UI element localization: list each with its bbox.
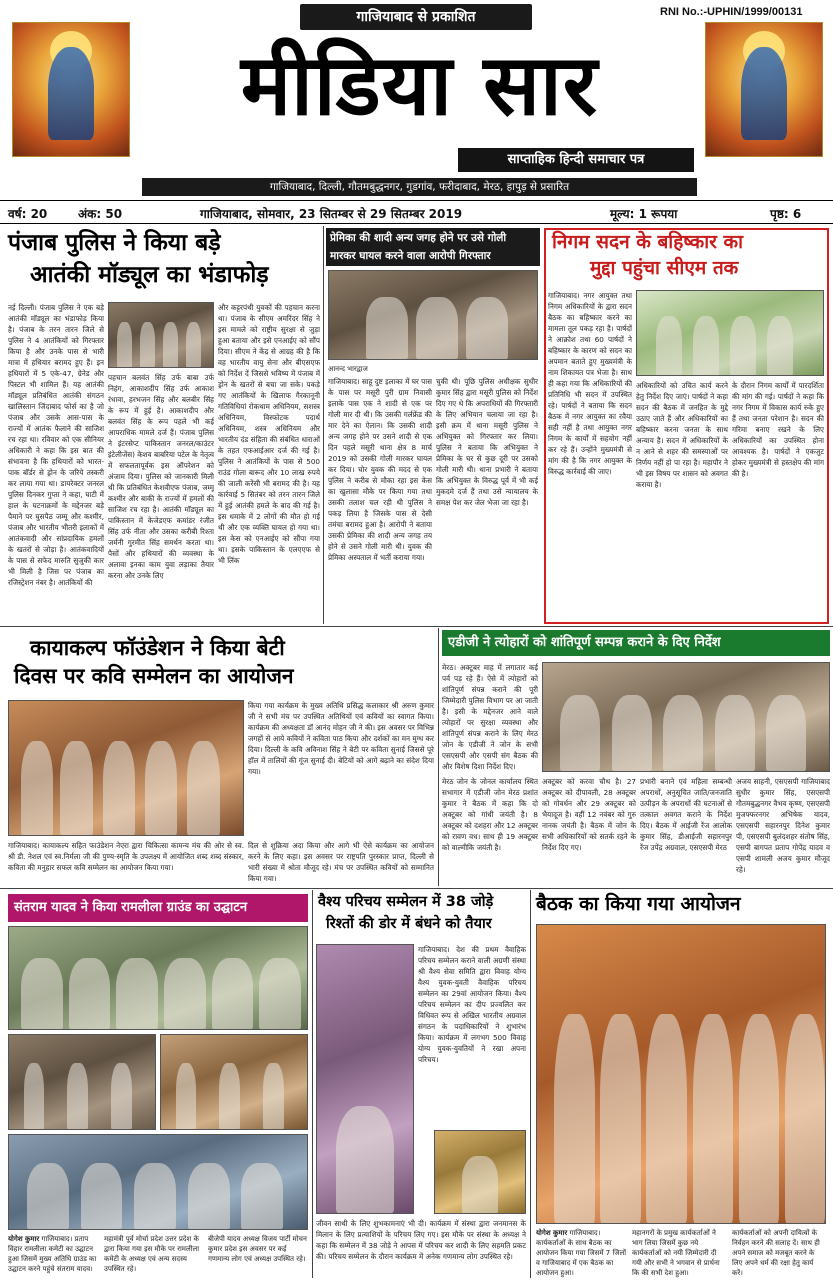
place-date: गाजियाबाद, सोमवार, 23 सितम्बर से 29 सितम्बर 2019 xyxy=(200,207,463,221)
nigam-col-3: के दौरान निगम कार्यों में पारदर्शिता की मांग की गई। पार्षदों ने कहा कि नगर निगम में विकास कार्य रुके हुए हैं तथा जनता परेशान है। सदन की गरिमा बनाए रखने के लिए अधिकारियों का उपस्थित होना आवश्यक है। पार्षदों ने एकजुट होकर मुख्यमंत्री से हस्तक्षेप की मांग की है। xyxy=(732,381,824,478)
punjab-col-1: नई दिल्ली। पंजाब पुलिस ने एक बड़े आतंकी मॉड्यूल का भंडाफोड़ किया है। पंजाब के तरन तारन जिले से पुलिस ने 4 आतंकियों को गिरफ्तार किया है और उनके पास से भारी मात्रा में हथियार बरामद हुए हैं। इन हथियारों में 5 एके-47, ग्रेनेड और पिस्टल भी शामिल हैं। यह आतंकी मॉड्यूल प्रतिबंधित आतंकी संगठन खालिस्तान जिंदाबाद फोर्स का है जो पंजाब और उसके आस-पास के राज्यों में आतंक फैलाने की साजिश रच रहा था। रविवार को एक सीनियर अधिकारी ने कहा कि इस बात की संभावना है कि हथियारों को भारत-पाक बॉर्डर से ड्रोन के जरिये तस्करी कर लाया गया था। डायरेक्टर जनरल पुलिस दिनकर गुप्ता ने कहा, घाटी में हाल के घटनाक्रमों के मद्देनजर बड़े पैमाने पर घुसपैठ जम्मू और कश्मीर, पंजाब और भारतीय भीतरी इलाकों में आतंकवादी और सांप्रदायिक हमलों के खतरों से जोड़ा है। आतंकवादियों के पास से सफेद मारुति सुजुकी कार भी मिली है जिस पर पंजाब का रजिस्ट्रेशन नंबर है। आतंकियों की xyxy=(8,303,104,587)
santram-caption-author: योगेश कुमार xyxy=(8,1235,40,1243)
pages: पृष्ठ: 6 xyxy=(770,207,802,221)
adg-col-3: अक्टूबर को करवा चौथ है। 27 अक्टूबर को दीपावली, 28 अक्टूबर को गोवर्धन और 29 अक्टूबर को भैयादूज है। वहीं 12 नवंबर को गुरु नानक जयंती है। बैठक में जोन के सभी अधिकारियों को सतर्क रहने के निर्देश दिए गए। xyxy=(542,777,636,852)
section-divider xyxy=(0,888,833,889)
santram-photo-2 xyxy=(8,1034,156,1130)
price: मूल्य: 1 रूपया xyxy=(610,207,678,221)
nigam-photo xyxy=(636,290,824,376)
adg-col-4: प्रभारी बनाने एवं महिला सम्बन्धी अपराधों, अनुसूचित जाति/जनजाति उत्पीड़न के अपराधों की घटनाओं से तत्काल अवगत कराने के निर्देश दिए। बैठक में आईजी रेंज आलोक कुमार सिंह, डीआईजी सहारनपुर रेंज उपेंद्र अग्रवाल, एसएसपी मेरठ xyxy=(640,777,732,852)
baithak-caption xyxy=(536,1228,628,1278)
column-divider xyxy=(312,890,313,1278)
tagline: साप्ताहिक हिन्दी समाचार पत्र xyxy=(458,148,694,172)
adg-headline: एडीजी ने त्योहारों को शांतिपूर्ण सम्पन्न कराने के दिए निर्देश xyxy=(442,630,830,656)
punjab-col-3: और कट्टरपंथी युवकों की पहचान करना था। पंजाब के सीएम अमरिंदर सिंह ने इस मामले को राष्ट्रीय सुरक्षा से जुड़ा हुआ बताया और इसे एनआईए को सौंप दिया। सीएम ने केंद्र से आग्रह की है कि वह भारतीय वायु सेना और बीएसएफ को निर्देश दें जिससे भविष्य में पंजाब में ड्रोन के खतरों से बचा जा सके। पकड़े गए आतंकियों के खिलाफ गैरकानूनी गतिविधियां रोकथाम अधिनियम, सशस्त्र अधिनियम, विस्फोटक पदार्थ अधिनियम, शस्त्र अधिनियम और भारतीय दंड संहिता की संबंधित धाराओं के तहत एफआईआर दर्ज की गई है। पुलिस ने आतंकियों के पास से 500 राउंड गोला बारूद और 10 लाख रुपये की जाली करेंसी भी बरामद की है। यह कार्रवाई 5 सितंबर को तरन तारन जिले में हुई आतंकी हमले के बाद की गई है। इस धमाके में 2 लोगों की मौत हो गई थी और एक व्यक्ति घायल हो गया था। इस केस को एनआईए को सौंपा गया था। इसके पाकिस्तान के एलएएफ से भी लिंक xyxy=(218,303,320,565)
punjab-headline-2: आतंकी मॉड्यूल का भंडाफोड़ xyxy=(30,262,269,288)
section-divider xyxy=(0,626,833,627)
lover-headline-box xyxy=(326,228,540,266)
santram-caption-2: महामंत्री पूर्व मोर्चा प्रदेश उत्तर प्रदेश के द्वारा किया गया इस मौके पर रामलीला कमेटी के अध्यक्ष एवं अन्य सदस्य उपस्थित रहे। xyxy=(104,1235,200,1273)
santram-caption-3: बीजेपी यादव अध्यक्ष विजय पार्टी मोचन कुमार प्रदेश इस अवसर पर कई गणमान्य लोग एवं अध्यक्ष उपस्थित रहे। xyxy=(208,1235,307,1263)
adg-col-5: अजय साहनी, एसएसपी गाजियाबाद सुधीर कुमार सिंह, एसएसपी गौतमबुद्धनगर वैभव कृष्ण, एसएसपी मुजफ्फरनगर अभिषेक यादव, एसएसपी सहारनपुर दिनेश कुमार पी, एसएसपी बुलंदशहर संतोष सिंह, एसपी बागपत प्रताप गोपेंद्र यादव व एसपी शामली अजय कुमार मौजूद रहे। xyxy=(736,777,830,874)
santram-photo-4 xyxy=(8,1134,308,1230)
santram-caption-1-text: गाजियाबाद। प्रताप विहार रामलीला कमेटी का उद्घाटन हुआ जिसमें मुख्य अतिथि ग्राउंड का उद्घाटन करने पहुंचे संतराम यादव। xyxy=(8,1235,97,1273)
deity-image-right xyxy=(705,22,823,157)
masthead xyxy=(0,0,833,198)
deity-figure xyxy=(741,47,787,140)
lover-col-2: चुकी थी। पूछि पुलिस अधीक्षक सुधीर कुमार सिंह द्वारा मसूरी पुलिस को निर्देश दिए गए थे कि अपराधियों की गिरफ्तारी के लिए अभियान चलाया जा रहा है। इसी क्रम में थाना मसूरी पुलिस ने अभियुक्त को गिरफ्तार कर लिया। पुलिस ने बताया कि अभियुक्त ने प्रेमिका के घर से कुछ दूरी पर उसको गोली मारी थी। थाना प्रभारी ने बताया कि अभियुक्त के विरुद्ध पूर्व में भी कई मुकदमे दर्ज हैं तथा उसे न्यायालय के समक्ष पेश कर जेल भेजा जा रहा है। xyxy=(436,377,538,507)
vaishya-photo-2 xyxy=(434,1130,526,1214)
nigam-col-2: अधिकारियों को उचित कार्य करने हेतु निर्देश दिए जाएं। पार्षदों ने कहा सदन की बैठक में जनहित के मुद्दे उठाए जाते हैं और अधिकारियों का बहिष्कार करना जनता के साथ अन्याय है। सदन में अधिकारियों के न आने से शहर की समस्याओं पर निर्णय नहीं हो पा रहा है। महापौर ने भी इस विषय पर शासन को अवगत कराया है। xyxy=(636,381,728,489)
baithak-headline: बैठक का किया गया आयोजन xyxy=(536,893,741,915)
baithak-col-3: कार्यकर्ताओं को अपनी दायित्वों के निर्वहन करने की सलाह दें। साथ ही अपने समाज को मजबूत करने के लिए अपने धर्म की रक्षा हेतु कार्य करें। xyxy=(732,1229,820,1277)
year: वर्ष: 20 xyxy=(8,207,48,221)
punjab-col-2: पहचान बलवंत सिंह उर्फ बाबा उर्फ निहंग, आकाशदीप सिंह उर्फ आकाश रंधावा, हरभजन सिंह और बलबीर सिंह के रूप में हुई है। आकाशदीप और बलवंत सिंह के रूप पहले भी कई आपराधिक मामले दर्ज हैं। पंजाब पुलिस ने इंटरसेप्ट पाकिस्तान जनरल/काउंटर इंटेलीजेंस) केशव बाबरिया पटेल के नेतृत्व में सफलतापूर्वक इस ऑपरेशन को अंजाम दिया। पुलिस को जानकारी मिली थी कि प्रतिबंधित केशवीएफ पंजाब, जम्मू कश्मीर और बाकी के राज्यों में हमलों की साजिश रच रहा है। आतंकी मॉड्यूल का पाकिस्तान में केजेडएफ कमांडर रंजीत सिंह उर्फ नीता और उसका करीबी रिश्ता जर्मनी गुरमीत सिंह समर्थन करता था। पैसों और हथियारों की व्यवस्था के अलावा इनका काम युवा लड़ाका तैयार करना और उनके लिए xyxy=(108,373,214,580)
santram-photo-3 xyxy=(160,1034,308,1130)
deity-figure xyxy=(48,47,94,140)
rni-number: RNI No.:-UPHIN/1999/00131 xyxy=(660,6,803,18)
kayakalp-col-1: गाजियाबाद। कायाकल्प सहित फाउंडेशन नेएरा द्वारा चिकित्सा कामन्य मंच की ओर से स्व. श्री डी. नेशल एवं स्व.निर्मला जी की पुण्य-स्मृति के उपलक्ष्य में आयोजित शब्द शब्द संस्कार, कविता की मनुहार सफल कवि सम्मेलन का आयोजन किया गया। xyxy=(8,841,244,872)
kayakalp-col-2: किया गया कार्यक्रम के मुख्य अतिथि प्रसिद्ध कलाकार श्री अरुण कुमार जी ने सभी मंच पर उपस्थित अतिथियों एवं कवियों का स्वागत किया। कार्यक्रम की अध्यक्षता डॉ आनंद मोहन जी ने की। इस अवसर पर विभिन्न जगहों से आये कवियों ने कविता पाठ किया और दर्शकों का मन मुग्ध कर दिया। दिल्ली के कवि अविनाश सिंह ने बेटी पर कविता सुनाई जिससे पूरे हॉल में तालियों की गूंज सुनाई दी। बेटियों को आगे बढ़ाने का संदेश दिया गया। xyxy=(248,701,434,776)
nigam-headline-2: मुद्दा पहुंचा सीएम तक xyxy=(590,257,739,279)
published-from-badge: गाजियाबाद से प्रकाशित xyxy=(300,4,532,30)
lover-headline-1: प्रेमिका की शादी अन्य जगह होने पर उसे गोली xyxy=(330,232,507,244)
baithak-caption-text: गाजियाबाद। कार्यकर्ताओं के साथ बैठक का आयोजन किया गया जिसमें 7 जिलों व गाजियाबाद में एक बैठक का आयोजन हुआ। xyxy=(536,1229,627,1277)
kayakalp-headline-1: कायाकल्प फॉउंडेशन ने किया बेटी xyxy=(30,636,285,660)
cities-strip: गाजियाबाद, दिल्ली, गौतमबुद्धनगर, गुडगांव, फरीदाबाद, मेरठ, हापुड़ से प्रसारित xyxy=(142,178,697,196)
vaishya-headline-1: वैश्य परिचय सम्मेलन में 38 जोड़े xyxy=(318,894,494,910)
punjab-photo xyxy=(108,302,214,368)
adg-col-1: मेरठ। अक्टूबर माह में लगातार कई पर्व पड़ रहे हैं। ऐसे में त्योहारों को शांतिपूर्ण संपन्न कराने की पूरी जिम्मेदारी पुलिस विभाग पर आ जाती है। इसी के मद्देनजर आने वाले त्योहारों पर सुरक्षा व्यवस्था और शांतिपूर्ण संपन्न कराने के लिए मेरठ जोन के एडीजी ने जोन के सभी एसएसपी और एसपी संग बैठक की और विशेष दिशा निर्देश दिए। xyxy=(442,663,538,771)
baithak-caption-author: योगेश कुमार xyxy=(536,1229,568,1237)
deity-image-left xyxy=(12,22,130,157)
adg-photo xyxy=(542,662,830,772)
baithak-col-2: महानगरों के प्रमुख कार्यकर्ताओं ने भाग लिया जिसमें कुछ नये कार्यकर्ताओं को नयी जिम्मेदारी दी गयी और सभी ने भगवान से प्रार्थना कि की सभी देश हुआ। xyxy=(632,1229,720,1277)
dateline xyxy=(0,200,833,224)
column-divider xyxy=(438,628,439,886)
vaishya-photo-1 xyxy=(316,944,414,1214)
lover-photo-caption: आनन्द भारद्वाज xyxy=(328,365,368,373)
punjab-headline-1: पंजाब पुलिस ने किया बड़े xyxy=(8,230,221,256)
nigam-headline-1: निगम सदन के बहिष्कार का xyxy=(552,231,744,253)
kayakalp-col-3: दिल से शुक्रिया अदा किया और आगे भी ऐसे कार्यक्रम का आयोजन करने के लिए कहा। इस अवसर पर राष्ट्रपति पुरस्कार प्राप्त, दिल्ली से भारी संख्या में श्रोता मौजूद रहे। मंच पर उपस्थित कवियों को सम्मानित किया गया। xyxy=(248,841,434,883)
kayakalp-photo xyxy=(8,700,244,836)
baithak-photo xyxy=(536,924,826,1224)
column-divider xyxy=(323,226,324,624)
santram-caption-1 xyxy=(8,1234,100,1278)
newspaper-name: मीडिया सार xyxy=(240,36,599,134)
vaishya-headline-2: रिश्तों की डोर में बंधने को तैयार xyxy=(326,916,492,932)
issue: अंक: 50 xyxy=(78,207,123,221)
kayakalp-headline-2: दिवस पर कवि सम्मेलन का आयोजन xyxy=(14,664,294,688)
santram-photo-1 xyxy=(8,926,308,1030)
lover-col-1: गाजियाबाद। साहू दुष्ट इलाका में घर पास के पास पर मसूरी पुरी ग्राम निवासी इलाके पास एक ने शादी से एक पर गोली मार दी थी। कि उसकी गर्लफ्रेंड की मार देने का ऐलान। कि उसकी शादी अन्य जगह होने पर उसने शादी से एक दिन पहले मसूरी थाना क्षेत्र 8 मार्च 2019 को उसकी गोली मारकर घायल कर दिया। चोर युवक की मदद से एक पुलिस ने करीब से मौका रहा इस केस का खुलासा मौके पर किया गया तथा उसकी तलाश चल रही थी पुलिस ने पकड़ लिया है जिसके पास से देसी तमंचा बरामद हुआ है। आरोपी ने बताया उसकी प्रेमिका की शादी अन्य जगह तय होने से उसने गोली मारी थी। युवक की प्रेमिका अस्पताल में भर्ती कराया गया। xyxy=(328,377,432,562)
santram-headline: संतराम यादव ने किया रामलीला ग्राउंड का उद्घाटन xyxy=(8,894,308,922)
vaishya-col-1: गाजियाबाद। देश की प्रथम वैवाहिक परिचय सम्मेलन कराने वाली अग्रणी संस्था श्री वैश्य सेवा समिति द्वारा विवाह योग्य वैश्य युवक-युवती वैवाहिक परिचय सम्मेलन का 29वां आयोजन किया। वैश्य परिचय सम्मेलन का दीप प्रज्वलित कर विधिवत रूप से अखिल भारतीय अग्रवाल संगठन के पदाधिकारियों ने शुभारंभ किया। कार्यक्रम में लगभग 500 विवाह योग्य युवक-युवतियों ने रखा अपना परिचय। xyxy=(418,945,526,1064)
column-divider xyxy=(530,890,531,1278)
nigam-col-1: गाजियाबाद। नगर आयुक्त तथा निगम अधिकारियों के द्वारा सदन बैठक का बहिष्कार करने का मामला तूल पकड़ रहा है। पार्षदों ने आक्रोश तथा 60 पार्षदों ने बहिष्कार के कारण को सदन का अपमान बताते हुए मुख्यमंत्री के नाम शिकायत पत्र भेजा है। साथ ही कहा गया कि अधिकारियों की प्रतिनिधि भी सदन में उपस्थित रहे। पार्षदों ने बताया कि सदन बैठक में नगर आयुक्त का रवैया सही नहीं है तथा आयुक्त नगर निगम के कार्यों में सहयोग नहीं कर रहे हैं। उन्होंने मुख्यमंत्री से मांग की है कि नगर आयुक्त के विरुद्ध कार्रवाई की जाए। xyxy=(548,291,632,476)
lover-headline-2: मारकर घायल करने वाला आरोपी गिरफ्तार xyxy=(330,250,491,262)
adg-col-2: मेरठ जोन के जोनल कार्यालय स्थित सभागार में एडीजी जोन मेरठ प्रशांत कुमार ने बैठक में कहा कि दो अक्टूबर को गांधी जयंती है। 8 अक्टूबर को दशहरा और 12 अक्टूबर को रावण वध। साथ ही 19 अक्टूबर को वाल्मीकि जयंती है। xyxy=(442,777,538,852)
vaishya-col-2: जीवन साथी के लिए शुभकामनाएं भी दी। कार्यक्रम में संस्था द्वारा जनमानस के मिलान के लिए प्रत्याशियों के परिचय लिए गए। इस मौके पर संस्था के अध्यक्ष ने कहा कि सम्मेलन में 38 जोड़े ने आपस में परिचय कर शादी के लिए सहमति प्रकट की। परिचय सम्मेलन के दौरान कार्यक्रम में अनेक गणमान्य लोग उपस्थित रहे। xyxy=(316,1219,526,1261)
lover-photo xyxy=(328,270,538,360)
